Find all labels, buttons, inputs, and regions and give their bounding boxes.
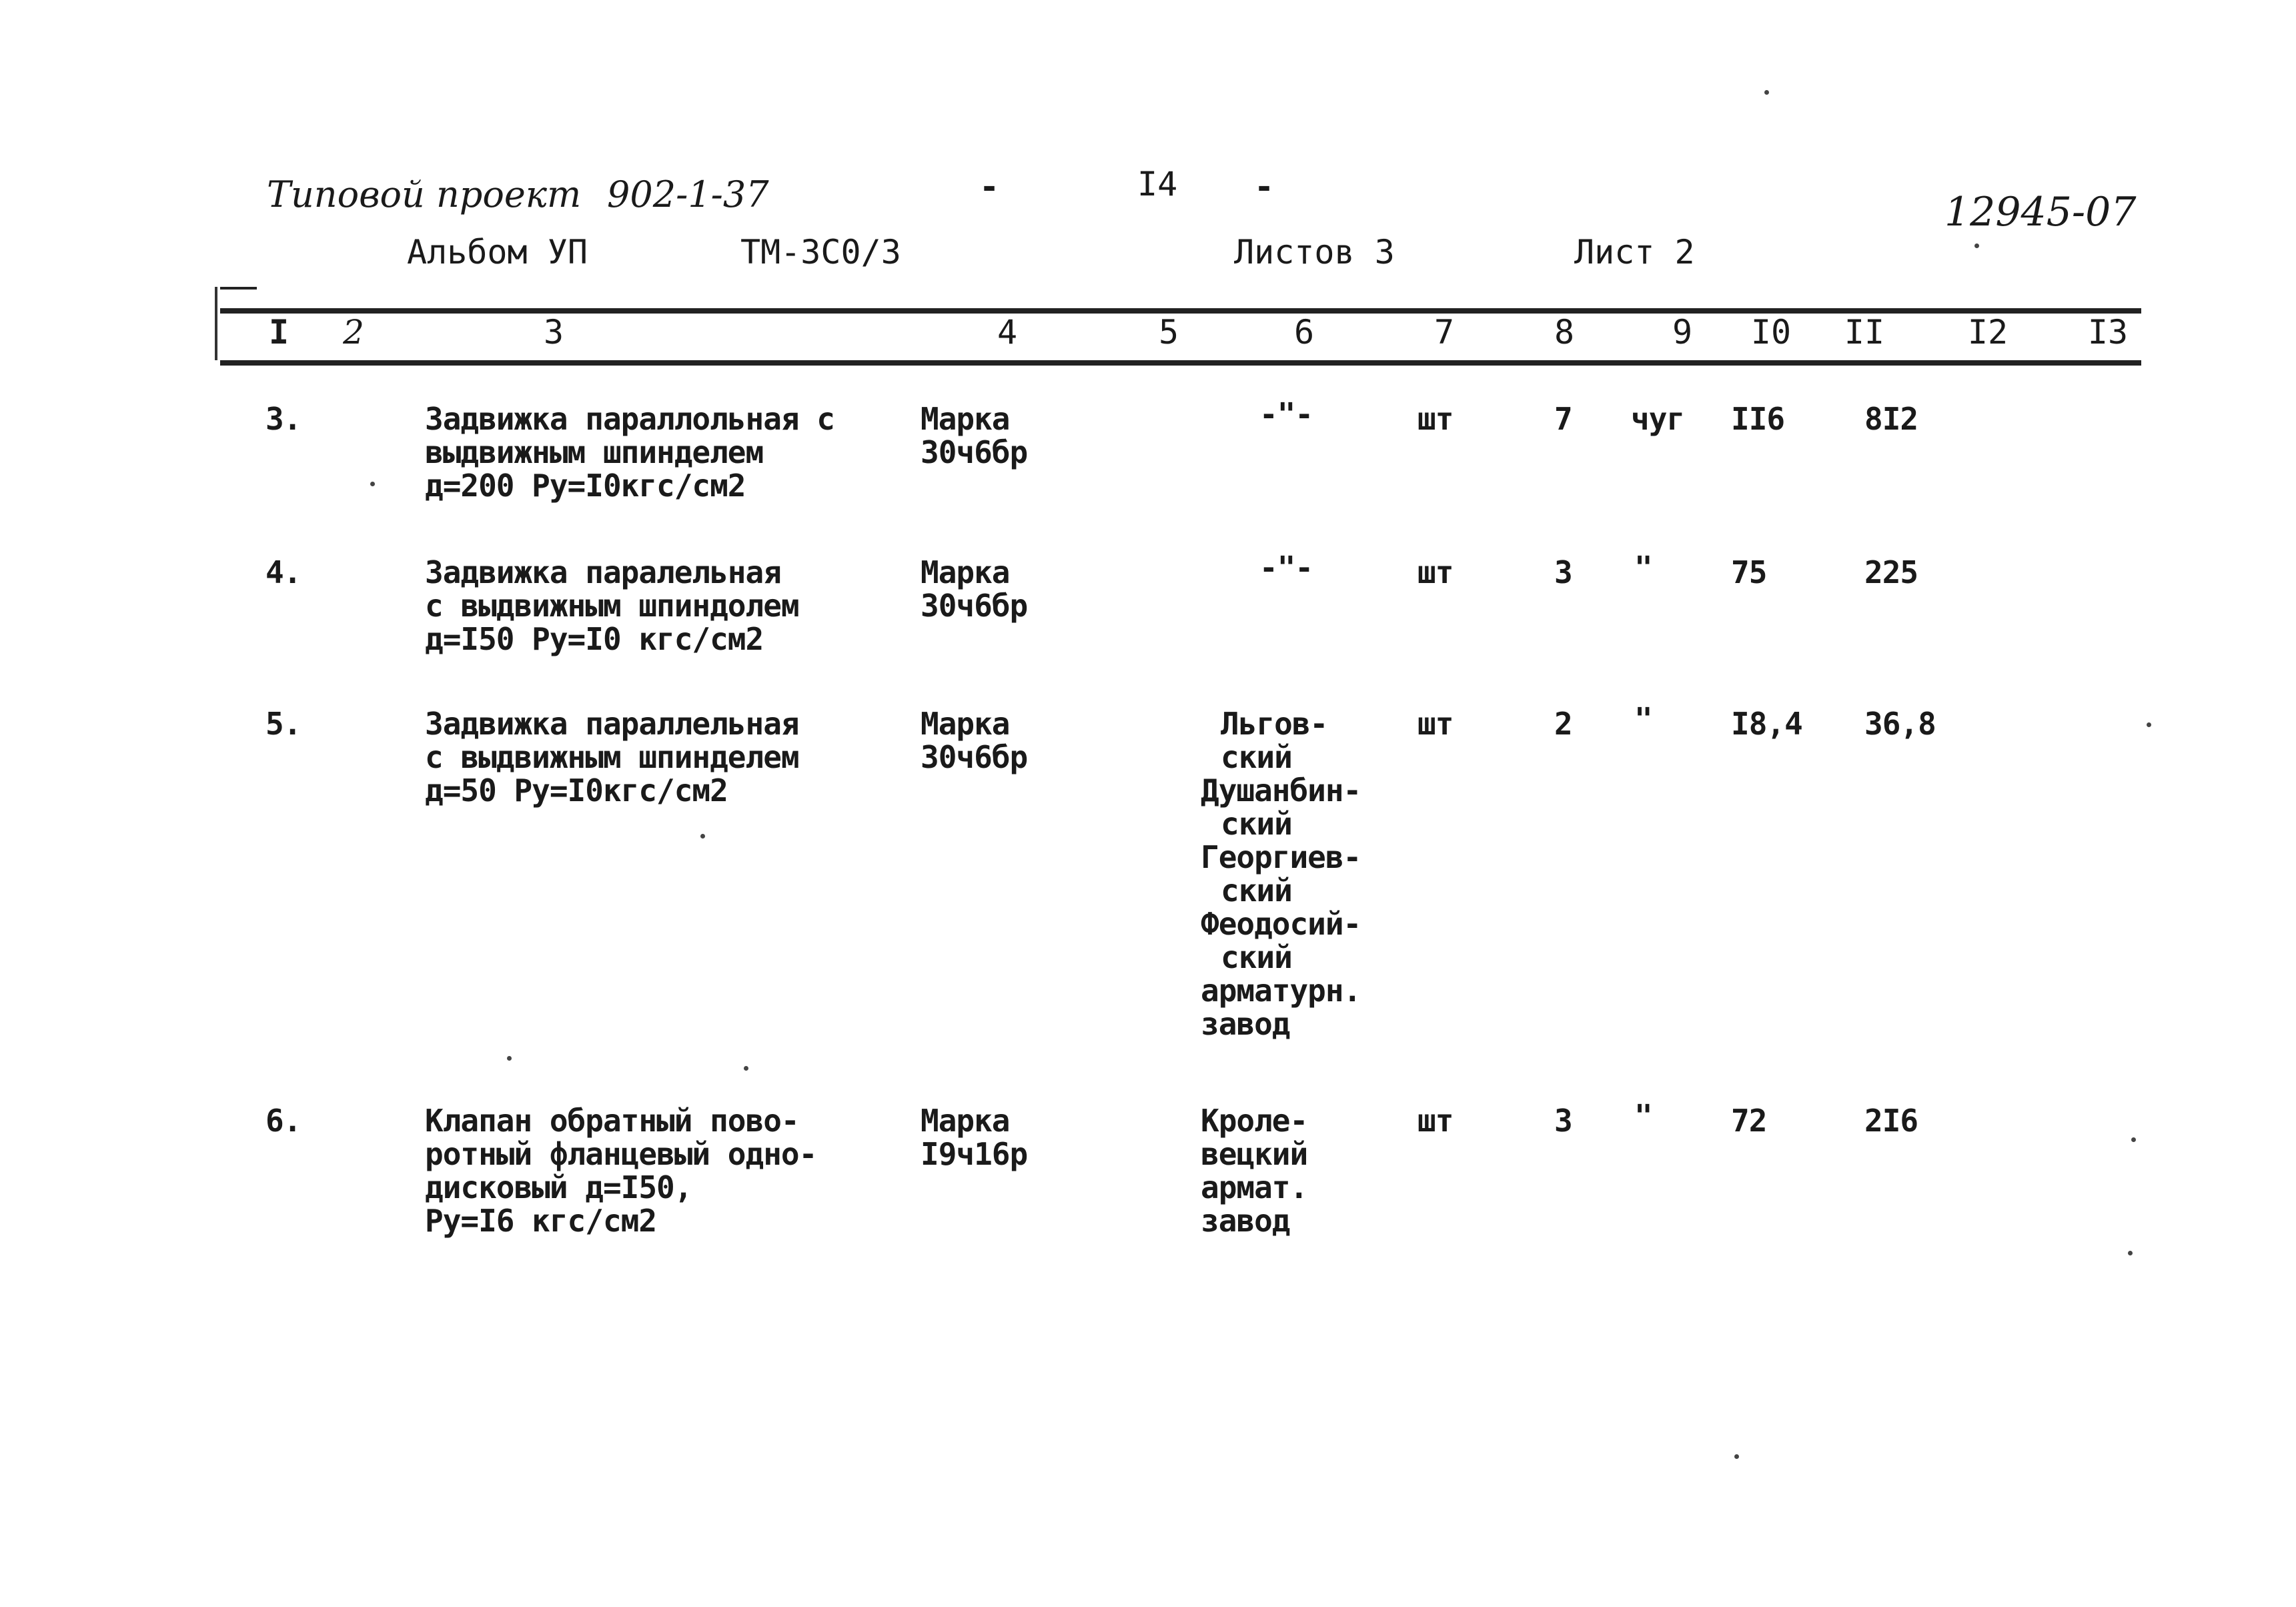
item-unit: шт	[1417, 401, 1454, 437]
item-quantity: 2	[1554, 706, 1572, 742]
item-unit-mass: II6	[1731, 401, 1785, 437]
col-8: 8	[1554, 313, 1575, 352]
page-dash-left: -	[979, 167, 1000, 206]
col-12: I2	[1967, 313, 2008, 352]
row-number: 6.	[265, 1103, 302, 1139]
item-maker: Льгов- ский Душанбин- ский Георгиев- ский Феодосий- ский арматурн. завод	[1201, 706, 1361, 1042]
col-3: 3	[543, 313, 564, 352]
page-number: I4	[1137, 165, 1178, 203]
col-2: 2	[343, 313, 364, 352]
item-name: Задвижка паралельная с выдвижным шпиндолем д=I50 Ру=I0 кгс/см2	[425, 554, 799, 657]
table-left-tick	[215, 287, 217, 360]
item-mark: Марка 30ч6бр	[921, 554, 1028, 624]
item-mark: Марка I9ч16р	[921, 1103, 1028, 1172]
item-mark: Марка 30ч6бр	[921, 401, 1028, 470]
album-label: Альбом УП	[407, 233, 588, 272]
sheets-total: Листов 3	[1234, 233, 1395, 272]
item-quantity: 7	[1554, 401, 1572, 437]
item-material: "	[1634, 550, 1652, 586]
row-number: 4.	[265, 554, 302, 590]
col-9: 9	[1672, 313, 1693, 352]
item-total-mass: 8I2	[1864, 401, 1918, 437]
item-unit-mass: I8,4	[1731, 706, 1802, 742]
col-11: II	[1844, 313, 1885, 352]
col-10: I0	[1750, 313, 1792, 352]
item-unit-mass: 72	[1731, 1103, 1767, 1139]
item-quantity: 3	[1554, 554, 1572, 590]
col-1: I	[268, 313, 290, 352]
item-quantity: 3	[1554, 1103, 1572, 1139]
item-total-mass: 225	[1864, 554, 1918, 590]
item-material: "	[1634, 701, 1652, 737]
item-name: Клапан обратный пово- ротный фланцевый одно- дисковый д=I50, Ру=I6 кгс/см2	[425, 1103, 817, 1239]
item-unit: шт	[1417, 554, 1454, 590]
item-mark: Марка 30ч6бр	[921, 706, 1028, 775]
page-dash-right: -	[1254, 167, 1275, 206]
item-material: "	[1634, 1098, 1652, 1134]
sheet-current: Лист 2	[1574, 233, 1695, 272]
item-maker: -"-	[1259, 396, 1313, 432]
item-unit: шт	[1417, 706, 1454, 742]
col-7: 7	[1433, 313, 1455, 352]
item-total-mass: 2I6	[1864, 1103, 1918, 1139]
col-13: I3	[2087, 313, 2129, 352]
row-number: 3.	[265, 401, 302, 437]
table-left-top-tick	[220, 287, 257, 290]
table-header-rule	[220, 360, 2141, 366]
item-name: Задвижка параллельная с выдвижным шпинделем д=50 Ру=I0кгс/см2	[425, 706, 799, 809]
col-4: 4	[997, 313, 1018, 352]
col-6: 6	[1293, 313, 1315, 352]
project-label: Типовой проект	[267, 173, 582, 215]
row-number: 5.	[265, 706, 302, 742]
item-maker: Кроле- вецкий армат. завод	[1201, 1103, 1308, 1239]
item-name: Задвижка параллольная с выдвижным шпинделем д=200 Ру=I0кгс/см2	[425, 401, 834, 504]
col-5: 5	[1158, 313, 1179, 352]
doc-code: 12945-07	[1944, 189, 2137, 235]
item-maker: -"-	[1259, 550, 1313, 586]
item-material: чуг	[1631, 401, 1685, 437]
project-number: 902-1-37	[607, 173, 769, 215]
item-unit-mass: 75	[1731, 554, 1767, 590]
sheet-code: ТМ-3С0/3	[740, 233, 901, 272]
item-total-mass: 36,8	[1864, 706, 1936, 742]
item-unit: шт	[1417, 1103, 1454, 1139]
